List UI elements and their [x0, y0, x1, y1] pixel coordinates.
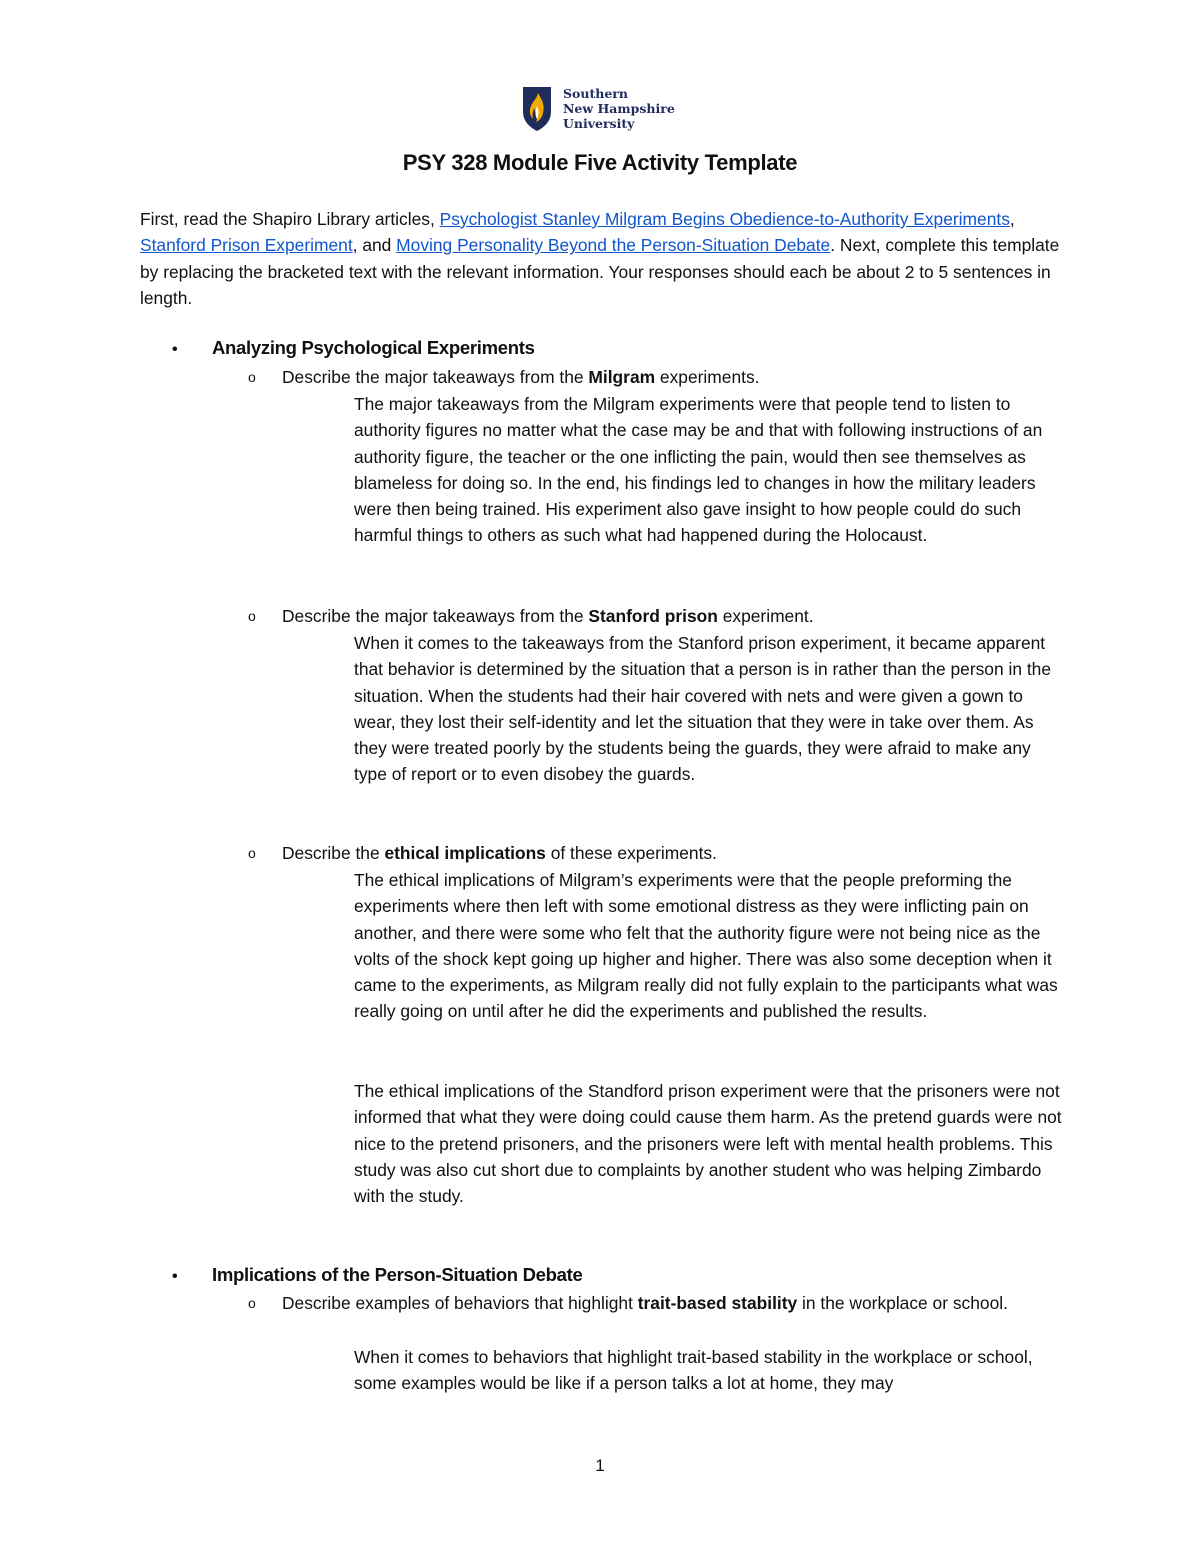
- answer-ethics-stanford: The ethical implications of the Standford prison experiment were that the prisoners were not informed that what they were doing could cause them harm. As the pretend guards were not nice to the pretend prisoners, and the prisoners were left with mental health problems. This study was also cut short due to complaints by another student who was helping Zimbardo with the study.: [354, 1081, 1062, 1207]
- page-number: 1: [595, 1456, 605, 1475]
- university-logo: [522, 86, 675, 132]
- answer-ethics-milgram: The ethical implications of Milgram’s experiments were that the people preforming the experiments where then left with some emotional distress as they were inflicting pain on another, and there were some who felt that the authority figure were not being nice as the volts of the shock kept going up higher and higher. There was also some deception when it came to the experiments, as Milgram really did not fully explain to the participants what was really going on until after he did the experiments and published the results.: [354, 870, 1058, 1022]
- answer-stanford: When it comes to the takeaways from the Stanford prison experiment, it became apparent that behavior is determined by the situation that a person is in rather than the person in the situation. When the students had their hair covered with nets and were given a gown to wear, they lost their self-identity and let the situation that they were in take over them. As they were treated poorly by the students being the guards, they were afraid to make any type of report or to even disobey the guards.: [354, 633, 1052, 785]
- question-milgram: o Describe the major takeaways from the Milgram experiments.: [248, 364, 1058, 390]
- question-trait-stability: o Describe examples of behaviors that highlight trait-based stability in the workplace or school.: [248, 1290, 1058, 1316]
- answer-milgram: The major takeaways from the Milgram experiments were that people tend to listen to authority figures no matter what the case may be and that with following instructions of an authority figure, the teacher or the one inflicting the pain, would then see themselves as blameless for doing so. In the end, his findings led to changes in how the military leaders were then being trained. His experiment also gave insight to how people could do such harmful things to others as such what had happened during the Holocaust.: [354, 394, 1043, 546]
- bullet-icon: •: [172, 1268, 178, 1285]
- bullet-icon: •: [172, 341, 178, 358]
- page-title: PSY 328 Module Five Activity Template: [402, 150, 798, 175]
- milgram-article-link[interactable]: Psychologist Stanley Milgram Begins Obedience-to-Authority Experiments: [439, 209, 1010, 229]
- sub-bullet-icon: o: [248, 369, 256, 385]
- stanford-article-link[interactable]: Stanford Prison Experiment: [140, 235, 353, 256]
- question-stanford: o Describe the major takeaways from the Stanford prison experiment.: [248, 603, 1058, 629]
- intro-paragraph: First, read the Shapiro Library articles, Psychologist Stanley Milgram Begins Obedience-to-Authority Experiments, Stanford Prison Experiment, and Moving Personality Beyond the Person-Situation Debate. Next, complete this template by replacing the bracketed text with the relevant information. Your responses should each be about 2 to 5 sentences in length.: [140, 209, 1060, 308]
- section-heading-person-situation: • Implications of the Person-Situation Debate: [172, 1264, 583, 1285]
- sub-bullet-icon: o: [248, 608, 256, 624]
- sub-bullet-icon: o: [248, 845, 256, 861]
- logo-wordmark: Southern New Hampshire University: [563, 86, 675, 131]
- sub-bullet-icon: o: [248, 1295, 256, 1311]
- person-situation-article-link[interactable]: Moving Personality Beyond the Person-Situation Debate: [396, 235, 831, 256]
- flame-shield-icon: [522, 86, 552, 132]
- answer-trait-stability: When it comes to behaviors that highlight trait-based stability in the workplace or school, some examples would be like if a person talks a lot at home, they may: [354, 1347, 1033, 1394]
- question-ethics: o Describe the ethical implications of these experiments.: [248, 840, 1058, 866]
- section-heading-analyzing: • Analyzing Psychological Experiments: [172, 337, 535, 358]
